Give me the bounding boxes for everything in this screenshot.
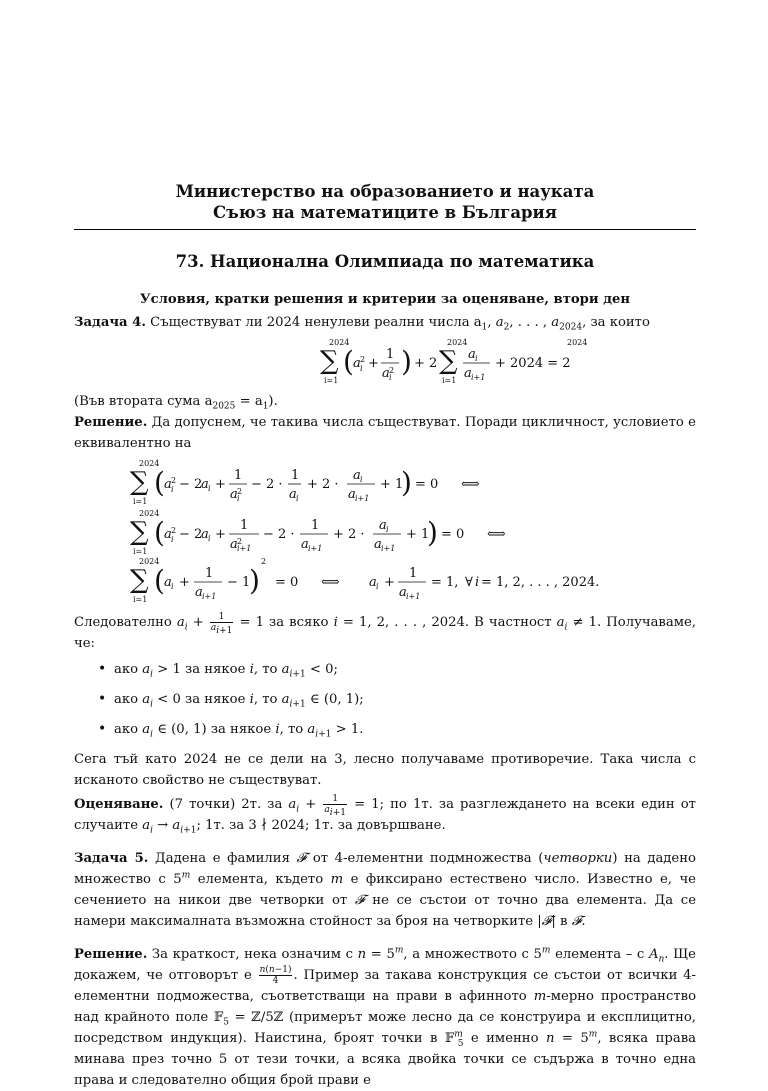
svg-text:+: + — [179, 575, 190, 590]
svg-text:= 0: = 0 — [441, 527, 465, 542]
svg-text:1: 1 — [311, 518, 320, 533]
svg-text:i+1: i+1 — [406, 592, 421, 601]
svg-text:2024: 2024 — [329, 338, 350, 347]
svg-text:2: 2 — [360, 355, 366, 364]
svg-text:i: i — [296, 494, 299, 503]
svg-text:a: a — [230, 537, 238, 552]
problem4-hence: Следователно $a_i$ + $\frac{1}{a_{i+1}}$ = 1 за всяко i = 1, 2, . . . , 2024. В частност $a_i \ne 1$. Получаваме, че: — [74, 612, 696, 651]
svg-text:i: i — [376, 582, 379, 591]
svg-text:a: a — [289, 487, 297, 502]
svg-text:i+1: i+1 — [381, 544, 396, 553]
svg-text:a: a — [201, 477, 209, 492]
svg-text:a: a — [164, 575, 172, 590]
svg-text:i: i — [475, 575, 480, 590]
svg-text:a: a — [399, 585, 407, 600]
svg-text:2: 2 — [261, 557, 267, 566]
svg-text:⟺: ⟺ — [461, 477, 480, 492]
svg-text:(: ( — [343, 345, 354, 378]
svg-text:∑: ∑ — [130, 517, 149, 547]
svg-text:+: + — [215, 527, 226, 542]
svg-text:2024: 2024 — [139, 509, 160, 518]
svg-text:2024: 2024 — [139, 459, 160, 468]
svg-text:a: a — [468, 347, 476, 362]
svg-text:1: 1 — [205, 566, 214, 581]
svg-text:a: a — [379, 518, 387, 533]
problem4-solution-intro: Решение. Да допуснем, че такива числа съществуват. Поради цикличност, условието е еквивалентно на — [74, 415, 696, 451]
list-item: • ако $a_i$ ∈ (0, 1) за някое i, то $a_{i+1} > 1$. — [98, 719, 696, 740]
svg-text:): ) — [401, 466, 412, 499]
svg-text:2: 2 — [389, 366, 395, 375]
svg-text:i+1: i+1 — [237, 544, 252, 553]
svg-text:i=1: i=1 — [324, 376, 339, 385]
svg-text:1: 1 — [234, 468, 243, 483]
svg-text:+ 2 ·: + 2 · — [333, 527, 365, 542]
svg-text:⟺: ⟺ — [321, 575, 340, 590]
svg-text:i+1: i+1 — [308, 544, 323, 553]
svg-text:i: i — [171, 535, 174, 544]
svg-text:∀: ∀ — [465, 575, 473, 590]
svg-text:= 1,: = 1, — [431, 575, 459, 590]
svg-text:i: i — [237, 494, 240, 503]
svg-text:1: 1 — [409, 566, 418, 581]
problem4-equation — [74, 337, 696, 387]
svg-text:2: 2 — [171, 476, 177, 485]
problem4-label: Задача 4. — [74, 315, 146, 330]
svg-text:+ 2 ·: + 2 · — [307, 477, 339, 492]
svg-text:i: i — [389, 373, 392, 382]
svg-text:i: i — [386, 525, 389, 534]
svg-text:+: + — [368, 356, 379, 371]
svg-text:(: ( — [154, 466, 165, 499]
svg-text:): ) — [427, 516, 438, 549]
grading-label: Оценяване. — [74, 797, 164, 812]
svg-text:a: a — [348, 487, 356, 502]
solution-label: Решение. — [74, 415, 148, 430]
case-list — [98, 659, 696, 740]
svg-text:a: a — [464, 366, 472, 381]
svg-text:i=1: i=1 — [133, 497, 148, 506]
svg-text:∑: ∑ — [130, 467, 149, 497]
olympiad-subtitle: Условия, кратки решения и критерии за оценяване, втори ден — [139, 292, 631, 307]
solution-label: Решение. — [74, 947, 148, 962]
svg-text:+: + — [384, 575, 395, 590]
svg-text:i: i — [475, 354, 478, 363]
svg-text:a: a — [230, 487, 238, 502]
svg-text:1: 1 — [386, 347, 395, 362]
svg-text:a: a — [369, 575, 377, 590]
svg-text:∑: ∑ — [130, 565, 149, 595]
svg-text:2: 2 — [171, 526, 177, 535]
svg-text:i: i — [208, 484, 211, 493]
svg-text:+ 2024 = 2: + 2024 = 2 — [495, 356, 571, 371]
svg-text:2: 2 — [237, 537, 243, 546]
union-line: Съюз на математиците в България — [213, 203, 557, 222]
svg-text:2: 2 — [237, 487, 243, 496]
svg-text:i: i — [208, 534, 211, 543]
svg-text:i: i — [171, 485, 174, 494]
svg-text:+: + — [215, 477, 226, 492]
problem4-note: (Във втората сума $a_{2025} = a_1$). — [74, 394, 278, 412]
svg-text:+ 1: + 1 — [406, 527, 430, 542]
svg-text:(: ( — [154, 564, 165, 597]
svg-text:a: a — [382, 366, 390, 381]
svg-text:a: a — [353, 356, 361, 371]
svg-text:i=1: i=1 — [442, 376, 457, 385]
svg-text:= 0: = 0 — [275, 575, 299, 590]
svg-text:= 0: = 0 — [415, 477, 439, 492]
svg-text:+ 1: + 1 — [380, 477, 404, 492]
svg-text:− 1: − 1 — [227, 575, 251, 590]
svg-text:): ) — [401, 345, 412, 378]
svg-text:− 2: − 2 — [179, 527, 203, 542]
svg-text:i: i — [360, 364, 363, 373]
svg-text:∑: ∑ — [320, 346, 339, 376]
svg-text:2024: 2024 — [139, 557, 160, 566]
svg-text:i+1: i+1 — [202, 592, 217, 601]
problem5-solution: Решение. За краткост, нека означим с $n = 5^m$, а множеството с 5$^m$ елемента – с $A_n$. Ще докажем, че отговорът е $\frac{n(n-1)}{4}$ . Пример за такава конструкция се състои от всички 4-елементни подможества, съответстващи на прави в афинното m-мерно пространство над крайното поле 𝔽$_5$ = ℤ/5ℤ (примерът може лесно да се конструира и експлицитно, посредством индукция). Наистина, броят точки в 𝔽$^m_5$ е именно $n = 5^m$, всяка права минава през точно 5 от тези точки, а всяка двойка точки се съдържа в точно една права и следователно общия брой прави е — [74, 945, 697, 1088]
svg-text:i+1: i+1 — [355, 494, 370, 503]
svg-text:= 1, 2, . . . , 2024.: = 1, 2, . . . , 2024. — [481, 575, 600, 590]
svg-text:a: a — [201, 527, 209, 542]
svg-text:i=1: i=1 — [133, 595, 148, 604]
svg-text:a: a — [164, 527, 172, 542]
svg-text:a: a — [374, 537, 382, 552]
svg-text:+ 2: + 2 — [414, 356, 438, 371]
list-item: • ако $a_i > 1$ за някое i, то $a_{i+1} < 0$; — [98, 659, 696, 680]
svg-text:a: a — [301, 537, 309, 552]
problem4-conclusion: Сега тъй като 2024 не се дели на 3, лесно получаваме противоречие. Така числа с исканото свойство не съществуват. — [74, 752, 696, 788]
problem4-statement: Задача 4. Съществуват ли 2024 ненулеви реални числа $a_1$, $a_2$, . . . , $a_{2024}$, за които — [74, 315, 650, 333]
svg-text:1: 1 — [291, 468, 300, 483]
svg-text:a: a — [195, 585, 203, 600]
main-content — [74, 312, 696, 1091]
svg-text:): ) — [249, 564, 260, 597]
document-header — [74, 181, 696, 223]
svg-text:a: a — [353, 468, 361, 483]
svg-text:a: a — [164, 477, 172, 492]
svg-text:2024: 2024 — [447, 338, 468, 347]
svg-text:− 2: − 2 — [179, 477, 203, 492]
svg-text:⟺: ⟺ — [487, 527, 506, 542]
header-rule — [74, 229, 696, 230]
problem5-label: Задача 5. — [74, 851, 149, 866]
svg-text:(: ( — [154, 516, 165, 549]
svg-text:i: i — [360, 475, 363, 484]
list-item: • ако $a_i < 0$ за някое i, то $a_{i+1}$ ∈ (0, 1); — [98, 689, 696, 710]
svg-text:i=1: i=1 — [133, 547, 148, 556]
olympiad-title: 73. Национална Олимпиада по математика — [175, 252, 595, 271]
svg-text:− 2 ·: − 2 · — [251, 477, 283, 492]
ministry-line: Министерство на образованието и науката — [175, 182, 595, 201]
svg-text:2024: 2024 — [567, 338, 588, 347]
problem5-statement: Задача 5. Дадена е фамилия 𝓕 от 4-елементни подмножества (четворки) на дадено множество с 5$^m$ елемента, където m е фиксирано естествено число. Известно е, че сечението на никои две четворки от 𝓕 не се състои от точно два елемента. Да се намери максималната възможна стойност за броя на четворките |𝓕| в 𝓕. — [74, 851, 696, 929]
svg-text:1: 1 — [240, 518, 249, 533]
problem4-grading: Оценяване. (7 точки) 2т. за $a_i$ + $\frac{1}{a_{i+1}}$ = 1; по 1т. за разглеждането на всеки един от случаите $a_i \to a_{i+1}$; 1т. за 3 ∤ 2024; 1т. за довършване. — [74, 794, 696, 836]
svg-text:i+1: i+1 — [471, 373, 486, 382]
svg-text:∑: ∑ — [439, 346, 458, 376]
svg-text:− 2 ·: − 2 · — [263, 527, 295, 542]
svg-text:i: i — [171, 582, 174, 591]
equivalence-chain — [74, 458, 696, 608]
